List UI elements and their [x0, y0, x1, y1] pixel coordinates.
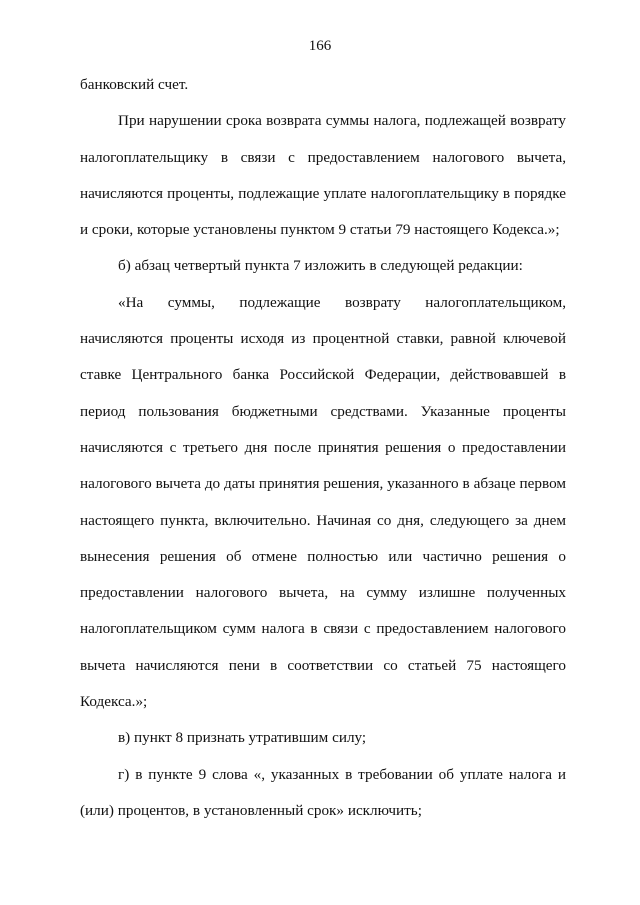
paragraph-item-v: в) пункт 8 признать утратившим силу;	[118, 729, 367, 747]
paragraph-item-g: г) в пункте 9 слова «, указанных в требовании об уплате налога и (или) процентов, в установленный срок» исключить;	[80, 765, 566, 819]
paragraph-item-b: б) абзац четвертый пункта 7 изложить в следующей редакции:	[118, 257, 523, 275]
paragraph-quoted-amendment: «На суммы, подлежащие возврату налогоплательщиком, начисляются проценты исходя из процентной ставки, равной ключевой ставке Центрального банка Российской Федерации, действовавшей в период пользования бюджетными средствами. Указанные проценты начисляются с третьего дня после принятия решения о предоставлении налогового вычета до даты принятия решения, указанного в абзаце первом настоящего пункта, включительно. Начиная со дня, следующего за днем вынесения решения об отмене полностью или частично решения о предоставлении налогового вычета, на сумму излишне полученных налогоплательщиком сумм налога в связи с предоставлением налогового вычета начисляются пени в соответствии со статьей 75 настоящего Кодекса.»;	[80, 293, 566, 711]
document-body	[80, 67, 566, 829]
page-number: 166	[308, 38, 332, 54]
paragraph-continuation: банковский счет.	[80, 76, 189, 93]
paragraph-interest-on-delay: При нарушении срока возврата суммы налога, подлежащей возврату налогоплательщику в связи с предоставлением налогового вычета, начисляются проценты, подлежащие уплате налогоплательщику в порядке и сроки, которые установлены пунктом 9 статьи 79 настоящего Кодекса.»;	[80, 112, 566, 239]
